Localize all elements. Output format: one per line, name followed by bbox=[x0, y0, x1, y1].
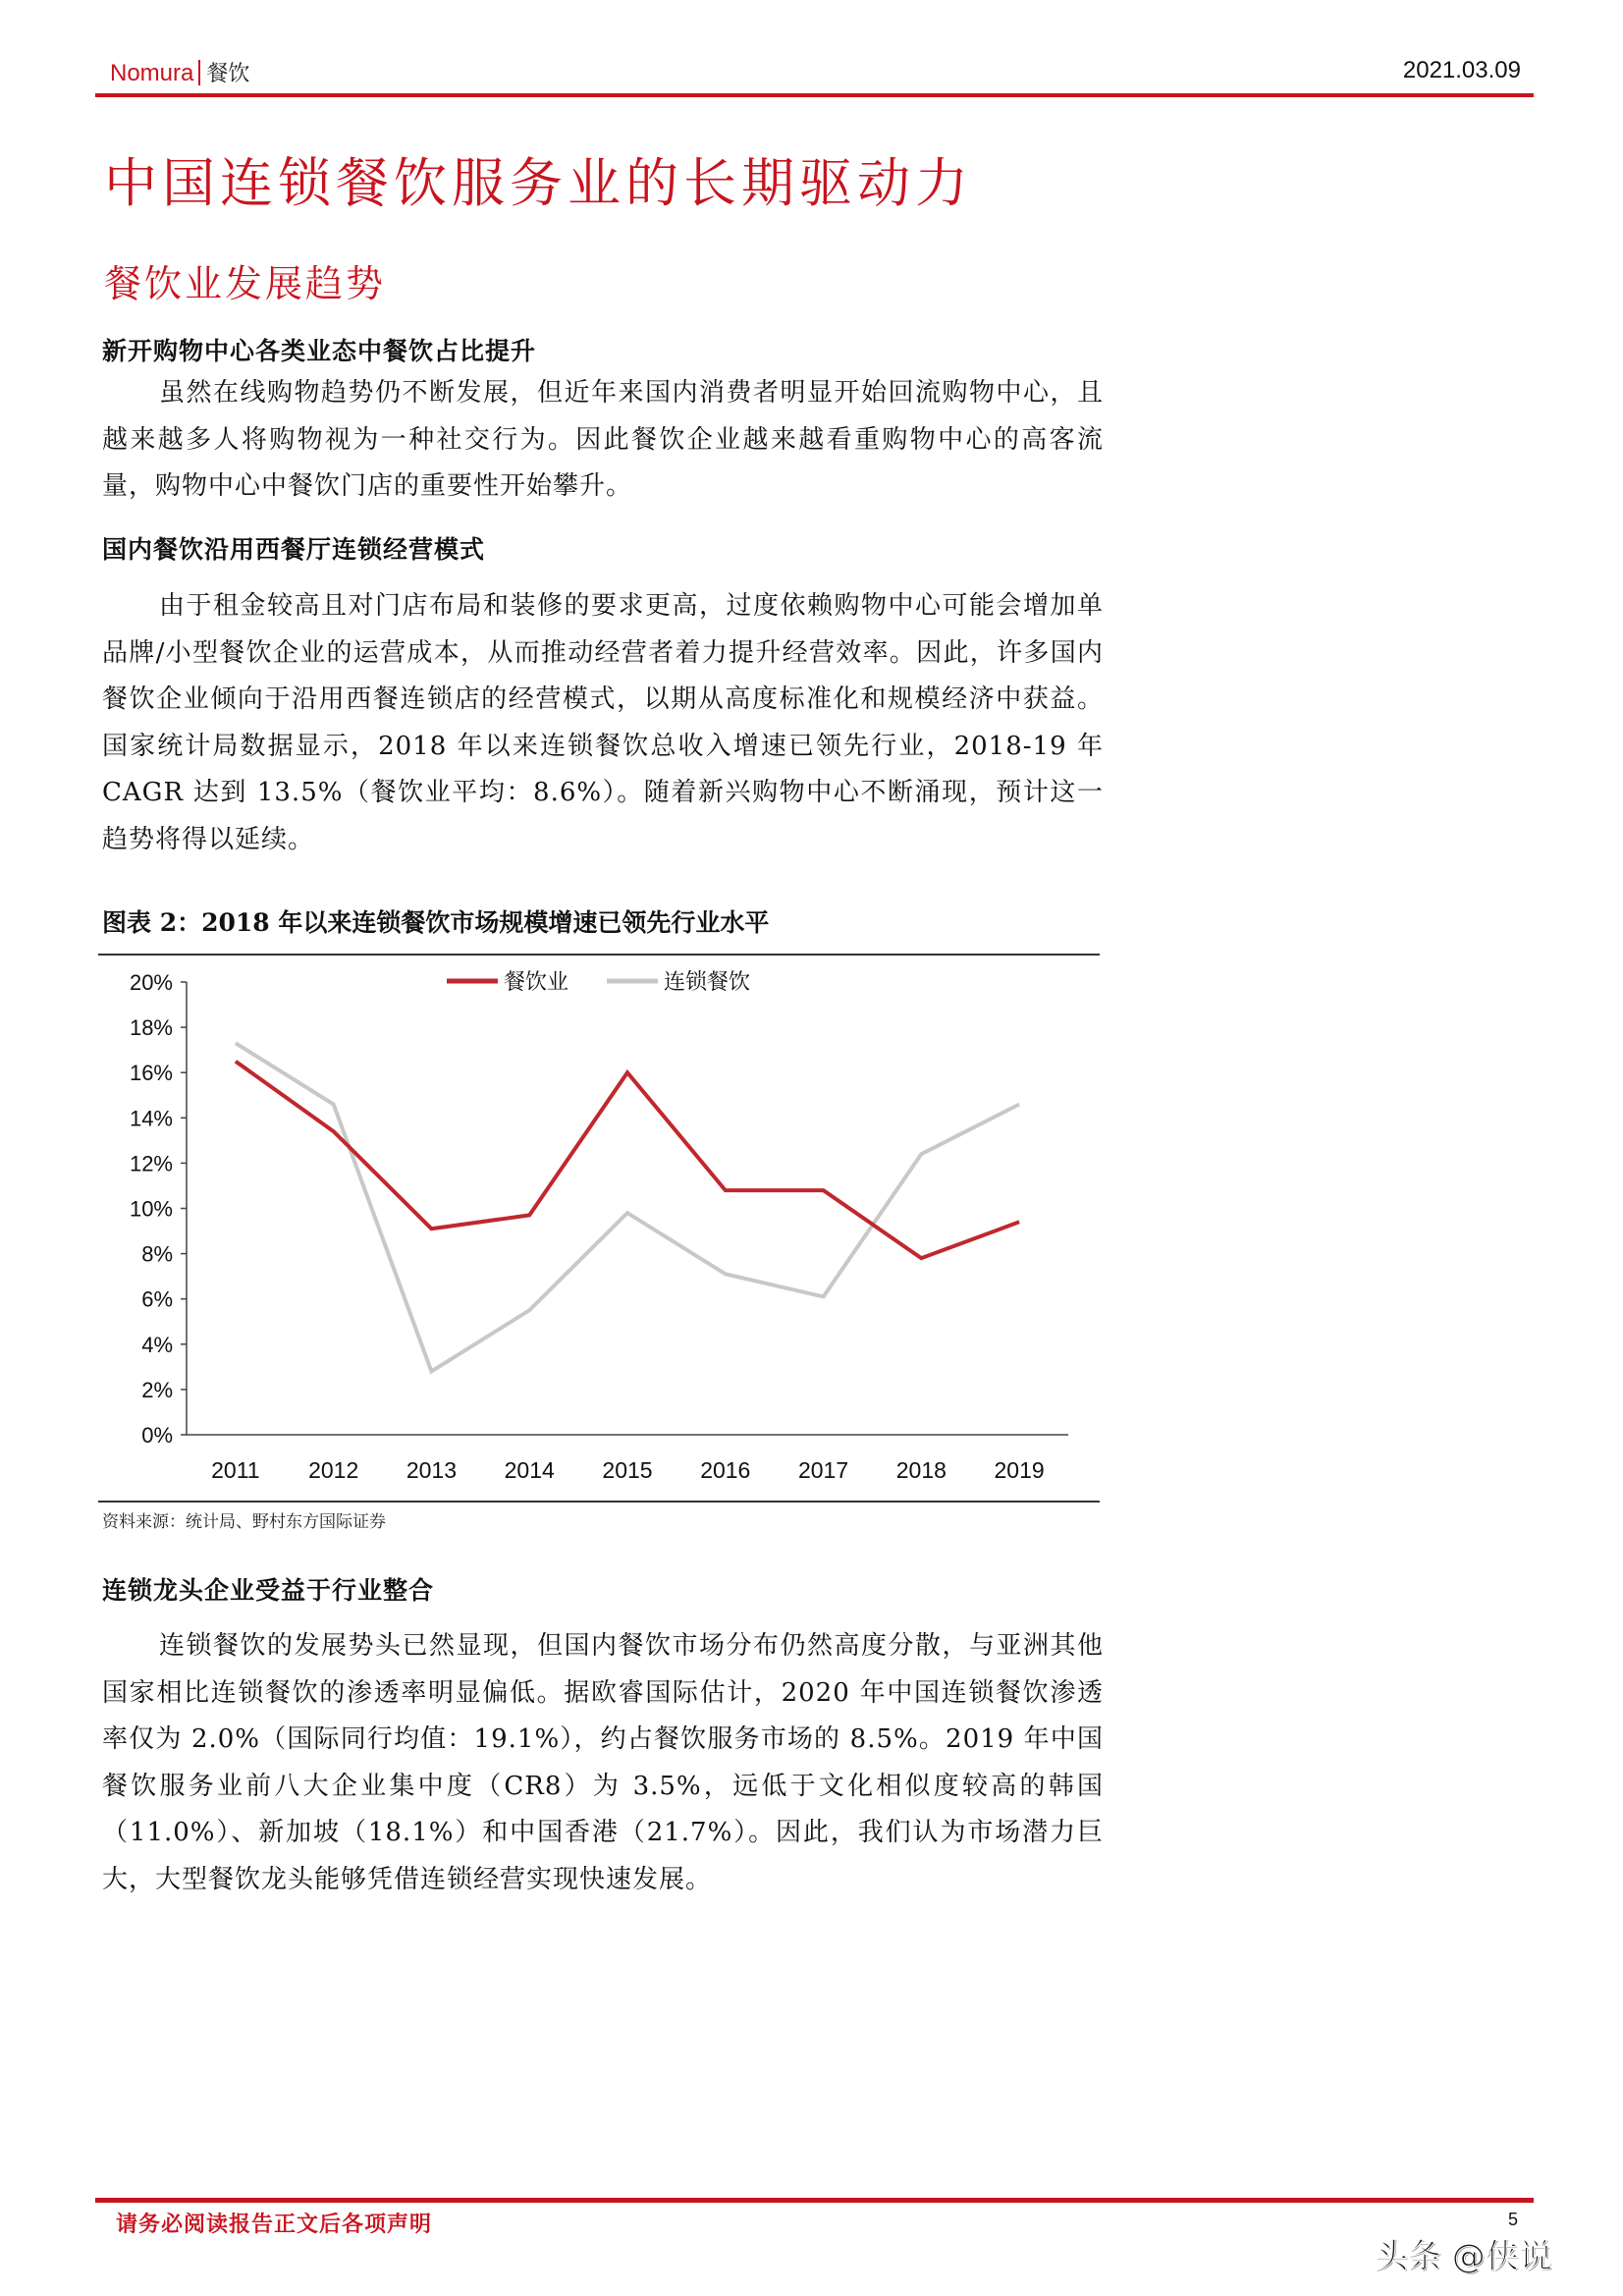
header-divider bbox=[95, 93, 1534, 97]
x-tick-label: 2016 bbox=[700, 1457, 751, 1483]
x-tick-label: 2017 bbox=[797, 1457, 849, 1483]
legend-label: 连锁餐饮 bbox=[664, 970, 751, 995]
y-tick-label: 2% bbox=[141, 1377, 173, 1402]
y-tick-label: 20% bbox=[129, 970, 173, 995]
legend-label: 餐饮业 bbox=[504, 970, 569, 995]
section-paragraph-2: 由于租金较高且对门店布局和装修的要求更高，过度依赖购物中心可能会增加单品牌/小型餐饮企业的运营成本，从而推动经营者着力提升经营效率。因此，许多国内餐饮企业倾向于沿用西餐连锁店的经营模式，以期从高度标准化和规模经济中获益。国家统计局数据显示，2018 年以来连锁餐饮总收入增速已领先行业，2018-19 年 CAGR 达到 13.5%（餐饮业平均：8.6%）。随着新兴购物中心不断涌现，预计这一趋势将得以延续。 bbox=[102, 591, 1104, 854]
y-tick-label: 10% bbox=[129, 1196, 173, 1222]
chart-series bbox=[236, 1043, 1019, 1371]
y-tick-label: 4% bbox=[141, 1332, 173, 1357]
page-number: 5 bbox=[1508, 2210, 1519, 2229]
figure-bottom-rule bbox=[98, 1501, 1100, 1503]
x-axis-labels bbox=[211, 1457, 1045, 1483]
y-tick-label: 0% bbox=[141, 1423, 173, 1448]
section-heading-3: 连锁龙头企业受益于行业整合 bbox=[102, 1576, 435, 1605]
y-tick-label: 16% bbox=[129, 1061, 173, 1086]
x-tick-label: 2012 bbox=[308, 1457, 359, 1483]
series-line bbox=[236, 1043, 1019, 1371]
y-axis-ticks bbox=[130, 970, 187, 1448]
y-tick-label: 18% bbox=[129, 1015, 173, 1041]
figure-top-rule bbox=[98, 954, 1100, 956]
section-paragraph-1: 虽然在线购物趋势仍不断发展，但近年来国内消费者明显开始回流购物中心，且越来越多人将购物视为一种社交行为。因此餐饮企业越来越看重购物中心的高客流量，购物中心中餐饮门店的重要性开始攀升。 bbox=[102, 378, 1104, 501]
section-heading-1: 新开购物中心各类业态中餐饮占比提升 bbox=[102, 337, 537, 365]
x-tick-label: 2018 bbox=[895, 1457, 947, 1483]
line-chart bbox=[98, 957, 1100, 1498]
x-tick-label: 2014 bbox=[504, 1457, 555, 1483]
y-tick-label: 6% bbox=[141, 1286, 173, 1312]
section-paragraph-3: 连锁餐饮的发展势头已然显现，但国内餐饮市场分布仍然高度分散，与亚洲其他国家相比连锁餐饮的渗透率明显偏低。据欧睿国际估计，2020 年中国连锁餐饮渗透率仅为 2.0%（国际同行均值：19.1%），约占餐饮服务市场的 8.5%。2019 年中国餐饮服务业前八大企业集中度（CR8）为 3.5%，远低于文化相似度较高的韩国（11.0%）、新加坡（18.1%）和中国香港（21.7%）。因此，我们认为市场潜力巨大，大型餐饮龙头能够凭借连锁经营实现快速发展。 bbox=[102, 1631, 1104, 1894]
y-tick-label: 12% bbox=[129, 1151, 173, 1176]
x-tick-label: 2013 bbox=[406, 1457, 458, 1483]
section-heading-2: 国内餐饮沿用西餐厅连锁经营模式 bbox=[102, 535, 486, 564]
figure-source: 资料来源：统计局、野村东方国际证券 bbox=[102, 1512, 386, 1532]
watermark: 头条 @侠说 bbox=[1375, 2237, 1552, 2276]
disclaimer-link[interactable]: 请务必阅读报告正文后各项声明 bbox=[116, 2212, 433, 2237]
figure-title: 图表 2：2018 年以来连锁餐饮市场规模增速已领先行业水平 bbox=[102, 908, 770, 937]
report-header-brand bbox=[110, 57, 249, 87]
sector-label: 餐饮 bbox=[206, 62, 250, 86]
page-title: 中国连锁餐饮服务业的长期驱动力 bbox=[104, 152, 973, 214]
x-tick-label: 2011 bbox=[211, 1457, 260, 1483]
section-title: 餐饮业发展趋势 bbox=[104, 262, 387, 305]
y-tick-label: 8% bbox=[141, 1241, 173, 1267]
header-separator bbox=[198, 60, 200, 85]
brand-name: Nomura bbox=[110, 60, 194, 86]
report-date: 2021.03.09 bbox=[1402, 57, 1521, 83]
y-tick-label: 14% bbox=[129, 1106, 173, 1131]
chart-legend bbox=[447, 970, 750, 995]
x-tick-label: 2019 bbox=[994, 1457, 1045, 1483]
x-tick-label: 2015 bbox=[602, 1457, 653, 1483]
footer-divider bbox=[95, 2198, 1534, 2203]
